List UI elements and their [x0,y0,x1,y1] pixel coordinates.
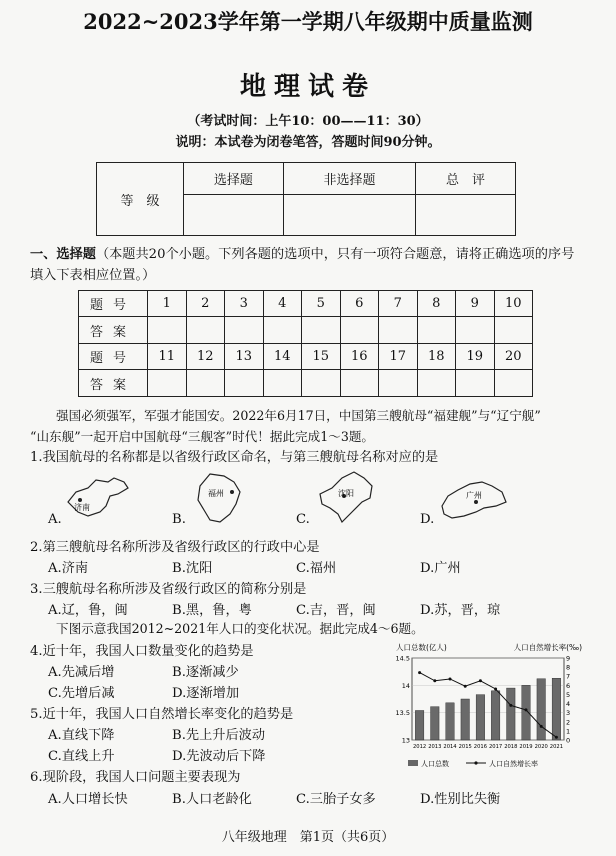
legend-line-marker [474,761,477,764]
page-footer: 八年级地理 第1页（共6页） [221,830,395,845]
exam-time: （考试时间：上午10：00——11：30） [187,114,429,129]
population-bar [552,678,561,740]
exam-note: 说明：本试卷为闭卷笔答，答题时间90分钟。 [175,135,441,150]
answer-cell[interactable] [148,370,187,397]
growth-rate-point [418,671,421,674]
grade-table [96,162,516,236]
growth-rate-point [525,708,528,711]
section1-desc-2: 填入下表相应位置。） [30,268,156,283]
answer-cell[interactable] [186,370,225,397]
answer-cell[interactable] [456,370,495,397]
fujian-map [190,470,250,530]
right-tick-label: 4 [566,700,571,709]
answer-cell[interactable] [225,317,264,344]
growth-rate-line [420,673,557,738]
right-tick-label: 0 [566,736,571,745]
map-label-shenyang: 沈阳 [338,489,354,498]
qno-cell: 7 [379,291,418,317]
answer-cell[interactable] [379,317,418,344]
q3-option-c[interactable]: C.吉，晋，闽 [296,603,376,618]
qno-cell: 10 [494,291,533,317]
answer-label-no: 题号 [79,291,148,317]
growth-rate-point [464,685,467,688]
qno-cell: 9 [456,291,495,317]
q3-option-d[interactable]: D.苏，晋，琼 [420,603,501,618]
legend-line-label: 人口自然增长率 [489,760,538,768]
grade-col-total: 总 评 [416,163,516,195]
population-bar [476,695,485,740]
answer-cell[interactable] [417,317,456,344]
population-chart [390,640,586,770]
q6-option-c[interactable]: C.三胎子女多 [296,792,376,807]
right-tick-label: 2 [566,718,571,727]
left-tick-label: 13 [401,736,410,745]
answer-cell[interactable] [263,317,302,344]
answer-cell[interactable] [302,370,341,397]
q1-option-b[interactable]: B. [172,512,186,527]
answer-cell[interactable] [494,370,533,397]
answer-cell[interactable] [417,370,456,397]
map-label-jinan: 济南 [74,503,90,512]
grade-cell[interactable] [416,195,516,236]
answer-cell[interactable] [148,317,187,344]
answer-label-ans: 答案 [79,317,148,344]
section1-title: 一、选择题 [30,247,96,262]
liaoning-map [312,468,378,530]
passage2: 下图示意我国2012~2021年人口的变化状况。据此完成4～6题。 [56,621,424,636]
growth-rate-point [540,725,543,728]
growth-rate-point [555,736,558,739]
population-bar [446,703,455,740]
q3-stem: 3.三艘航母名称所涉及省级行政区的简称分别是 [30,582,307,597]
q4-option-d[interactable]: D.逐渐增加 [172,686,240,701]
q5-stem: 5.近十年，我国人口自然增长率变化的趋势是 [30,707,294,722]
answer-cell[interactable] [456,317,495,344]
chart-title-left: 人口总数(亿人) [396,643,447,652]
answer-cell[interactable] [494,317,533,344]
answer-cell[interactable] [340,317,379,344]
growth-rate-point [494,687,497,690]
qno-cell: 2 [186,291,225,317]
x-tick-label: 2018 [504,744,518,750]
q5-option-c[interactable]: C.直线上升 [48,749,115,764]
q6-option-a[interactable]: A.人口增长快 [48,792,128,807]
answer-cell[interactable] [225,370,264,397]
answer-cell[interactable] [340,370,379,397]
left-tick-label: 14.5 [395,654,410,663]
qno-cell: 4 [263,291,302,317]
answer-cell[interactable] [379,370,418,397]
q1-option-a[interactable]: A. [48,512,62,527]
right-tick-label: 7 [566,672,571,681]
grade-cell[interactable] [184,195,284,236]
qno-cell: 18 [417,344,456,370]
growth-rate-point [479,679,482,682]
q2-option-c[interactable]: C.福州 [296,561,337,576]
qno-cell: 6 [340,291,379,317]
answer-table [78,290,533,397]
q4-stem: 4.近十年，我国人口数量变化的趋势是 [30,644,254,659]
section1-desc-1: （本题共20个小题。下列各题的选项中，只有一项符合题意，请将正确选项的序号 [95,247,575,262]
qno-cell: 3 [225,291,264,317]
right-tick-label: 5 [566,690,571,699]
q3-option-b[interactable]: B.黑，鲁，粤 [172,603,252,618]
qno-cell: 8 [417,291,456,317]
x-tick-label: 2016 [473,744,488,750]
x-tick-label: 2020 [534,744,548,750]
exam-title: 2022~2023学年第一学期八年级期中质量监测 [83,9,533,34]
qno-cell: 5 [302,291,341,317]
right-tick-label: 6 [566,681,571,690]
q1-option-c[interactable]: C. [296,512,310,527]
answer-cell[interactable] [263,370,302,397]
population-bar [461,699,470,740]
q6-option-d[interactable]: D.性别比失衡 [420,792,501,807]
grade-col-nonchoice: 非选择题 [283,163,415,195]
grade-cell[interactable] [283,195,415,236]
q6-stem: 6.现阶段，我国人口问题主要表现为 [30,770,241,785]
population-bar [431,707,440,740]
right-tick-label: 3 [566,709,571,718]
qno-cell: 11 [148,344,187,370]
population-bar [415,710,424,740]
grade-col-choice: 选择题 [184,163,284,195]
x-tick-label: 2014 [443,744,457,750]
qno-cell: 16 [340,344,379,370]
grade-label: 等 级 [97,163,184,236]
qno-cell: 20 [494,344,533,370]
q4-option-c[interactable]: C.先增后减 [48,686,115,701]
x-tick-label: 2015 [458,744,472,750]
map-label-fuzhou: 福州 [208,489,224,498]
x-tick-label: 2013 [428,744,442,750]
q2-option-a[interactable]: A.济南 [48,561,89,576]
q5-option-a[interactable]: A.直线下降 [48,728,115,743]
answer-cell[interactable] [302,317,341,344]
map-label-guangzhou: 广州 [466,491,482,500]
q2-option-d[interactable]: D.广州 [420,561,461,576]
qno-cell: 12 [186,344,225,370]
passage1-line2: “山东舰”一起开启中国航母“三舰客”时代！据此完成1～3题。 [30,429,375,444]
section1-intro [30,244,600,265]
qno-cell: 15 [302,344,341,370]
answer-label-ans: 答案 [79,370,148,397]
passage1-line1: 强国必须强军，军强才能国安。2022年6月17日，中国第三艘航母“福建舰”与“辽宁舰” [56,408,541,423]
x-tick-label: 2019 [519,744,533,750]
qno-cell: 19 [456,344,495,370]
q5-option-b[interactable]: B.先上升后波动 [172,728,266,743]
qno-cell: 17 [379,344,418,370]
x-tick-label: 2012 [412,744,427,750]
x-tick-label: 2021 [549,744,564,750]
q1-stem: 1.我国航母的名称都是以省级行政区命名，与第三艘航母名称对应的是 [30,450,439,465]
left-tick-label: 13.5 [395,709,410,718]
qno-cell: 1 [148,291,187,317]
q2-stem: 2.第三艘航母名称所涉及省级行政区的行政中心是 [30,540,320,555]
right-tick-label: 8 [566,663,571,672]
q5-option-d[interactable]: D.先波动后下降 [172,749,266,764]
q4-option-b[interactable]: B.逐渐减少 [172,665,239,680]
q3-option-a[interactable]: A.辽，鲁，闽 [48,603,128,618]
legend-bar-label: 人口总数 [421,760,449,768]
q1-option-d[interactable]: D. [420,512,435,527]
growth-rate-point [449,677,452,680]
qno-cell: 13 [225,344,264,370]
guangdong-map [436,476,512,524]
population-bar [491,691,500,740]
growth-rate-point [509,704,512,707]
q6-option-b[interactable]: B.人口老龄化 [172,792,252,807]
population-bar [507,688,516,740]
q2-option-b[interactable]: B.沈阳 [172,561,213,576]
right-tick-label: 9 [566,654,571,663]
qno-cell: 14 [263,344,302,370]
shandong-map [62,472,132,522]
answer-label-no: 题号 [79,344,148,370]
q4-option-a[interactable]: A.先减后增 [48,665,115,680]
growth-rate-point [433,679,436,682]
right-tick-label: 1 [566,727,571,736]
answer-cell[interactable] [186,317,225,344]
legend-bar-swatch [408,760,418,766]
population-bar [537,679,546,740]
x-tick-label: 2017 [488,744,503,750]
left-tick-label: 14 [401,681,410,690]
subject-title: 地理试卷 [239,72,376,102]
chart-title-right: 人口自然增长率(‰) [513,643,582,652]
